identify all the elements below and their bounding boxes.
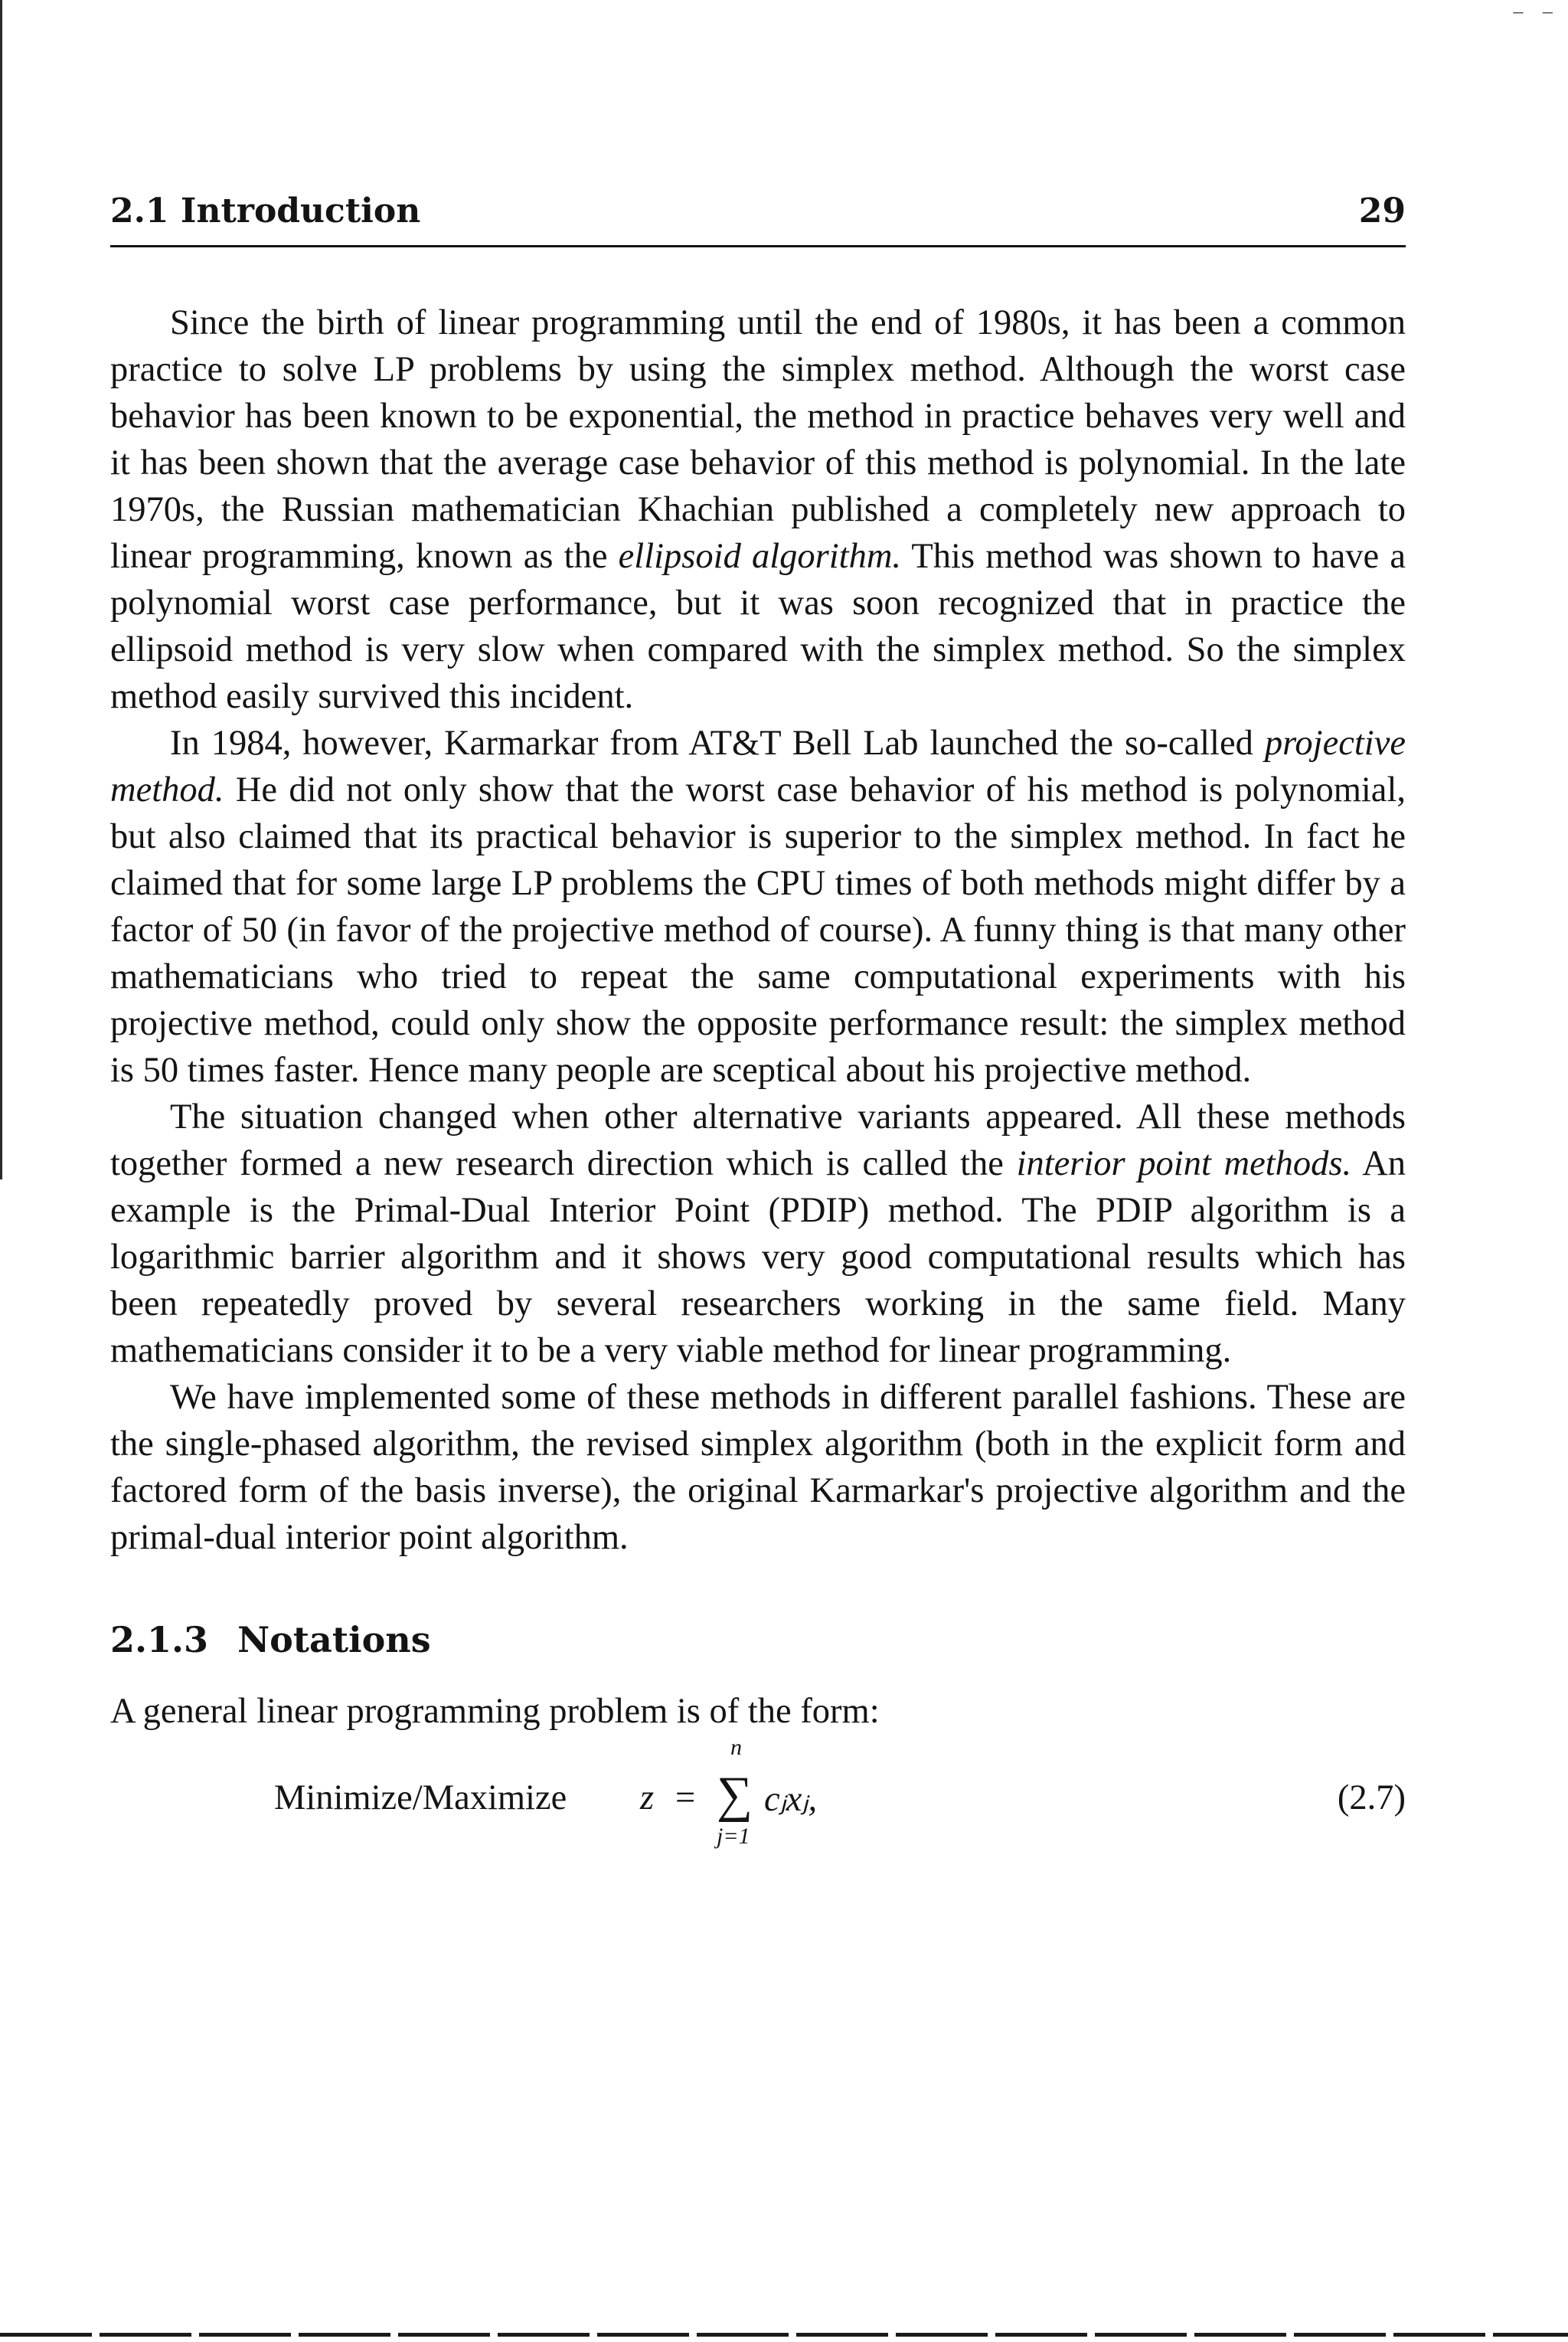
scan-bottom-edge [0, 2333, 1568, 2337]
term-interior-point-methods: interior point methods. [1016, 1144, 1352, 1183]
subsection-heading [110, 1619, 1406, 1667]
paragraph-1 [110, 299, 1406, 720]
paragraph-2-text-b: He did not only show that the worst case behavior of his method is polynomial, but also claimed that its practical behavior is superior to the simplex method. In fact he claimed that for some large LP problems the CPU times of both methods might differ by a factor of 50 (in favor of the projective method of course). A funny thing is that many other mathematicians who tried to repeat the same computational experiments with his projective method, could only show the opposite performance result: the simplex method is 50 times faster. Hence many people are sceptical about his projective method. [110, 770, 1406, 1090]
subsection-title: Notations [237, 1619, 431, 1660]
body-text [110, 299, 1406, 1561]
paragraph-2-text-a: In 1984, however, Karmarkar from AT&T Bell Lab launched the so-called [170, 724, 1265, 763]
paragraph-4-text: We have implemented some of these methods in different parallel fashions. These are the single-phased algorithm, the revised simplex algorithm (both in the explicit form and factored form of the basis inverse), the original Karmarkar's projective algorithm and the primal-dual interior point algorithm. [110, 1378, 1406, 1557]
equals-sign: = [675, 1778, 696, 1817]
intro-sentence: A general linear programming problem is of the form: [110, 1692, 880, 1731]
paragraph-4 [110, 1374, 1406, 1561]
page-number: 29 [1358, 191, 1406, 231]
equation-2-7 [110, 1735, 1406, 1857]
equation-label: Minimize/Maximize [274, 1778, 567, 1817]
section-title: 2.1 Introduction [110, 191, 421, 231]
equation-lhs: z [640, 1778, 655, 1817]
subsection-number: 2.1.3 [110, 1619, 209, 1660]
paragraph-1-text-b: This method was shown to have a polynomial worst case performance, but it was soon recognized that in practice the ellipsoid method is very slow when compared with the simplex method. So the simplex method easily survived this incident. [110, 537, 1406, 716]
running-head [110, 191, 1406, 247]
scan-edge-line [0, 0, 2, 1179]
equation-number: (2.7) [1337, 1778, 1406, 1817]
paragraph-3-text-a: The situation changed when other alternative variants appeared. All these methods together formed a new research direction which is called the [110, 1097, 1406, 1183]
paragraph-1-text-a: Since the birth of linear programming until the end of 1980s, it has been a common practice to solve LP problems by using the simplex method. Although the worst case behavior has been known to be exponential, the method in practice behaves very well and it has been shown that the average case behavior of this method is polynomial. In the late 1970s, the Russian mathematician Khachian published a completely new approach to linear programming, known as the [110, 303, 1406, 576]
sum-lower-limit: j=1 [717, 1824, 750, 1849]
term-ellipsoid-algorithm: ellipsoid algorithm. [618, 537, 902, 576]
summand-term: cⱼxⱼ, [764, 1780, 818, 1819]
paragraph-2 [110, 720, 1406, 1094]
paragraph-3 [110, 1094, 1406, 1374]
equation-math [640, 1735, 962, 1857]
scan-corner-marks: — — [1513, 3, 1557, 22]
summation-symbol: ∑ [717, 1767, 753, 1823]
book-page [110, 191, 1406, 1857]
sum-upper-limit: n [730, 1735, 742, 1760]
paragraph-3-text-b: An example is the Primal-Dual Interior Point (PDIP) method. The PDIP algorithm is a logarithmic barrier algorithm and it shows very good computational results which has been repeatedly proved by several researchers working in the same field. Many mathematicians consider it to be a very viable method for linear programming. [110, 1144, 1406, 1370]
term-projective-method: projective method. [110, 724, 1406, 810]
